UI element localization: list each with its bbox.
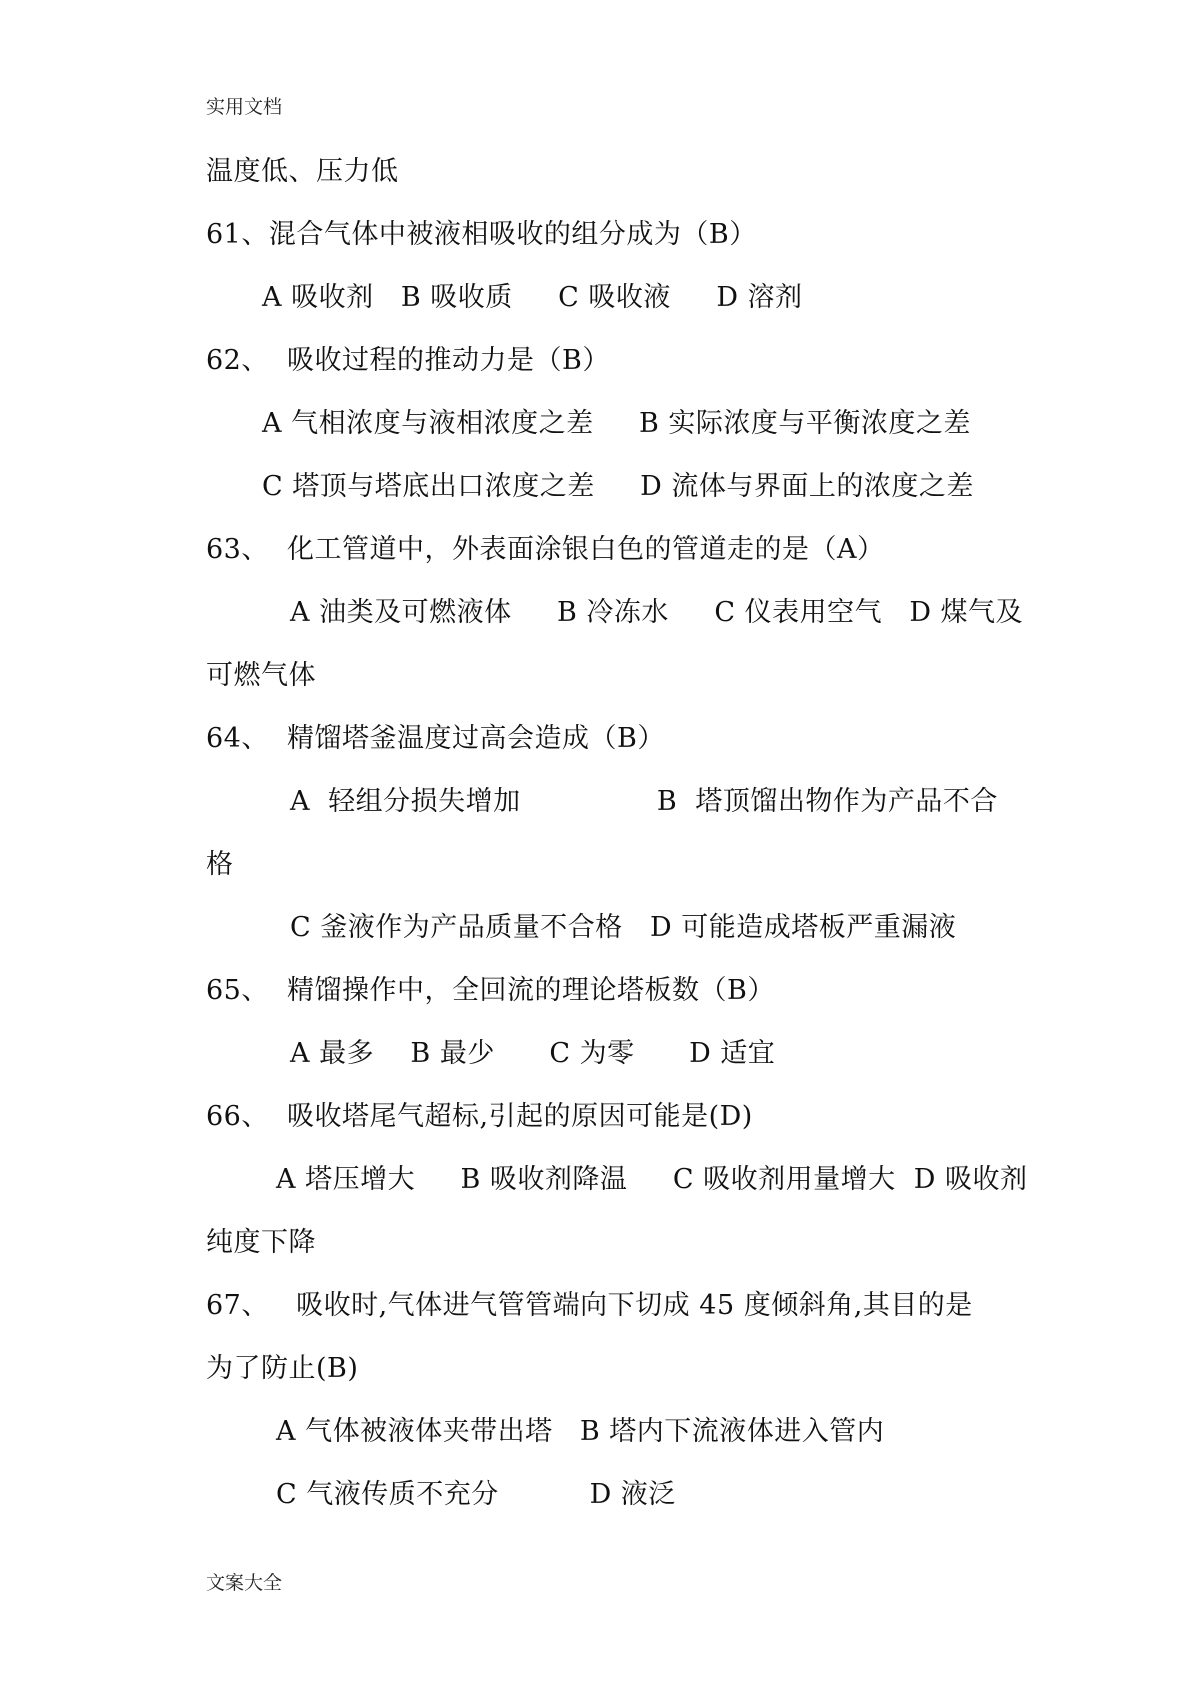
options-66: A 塔压增大 B 吸收剂降温 C 吸收剂用量增大 D 吸收剂 [276,1164,1028,1195]
page-footer: 文案大全 [206,1572,283,1594]
question-61: 61、混合气体中被液相吸收的组分成为（B） [206,219,757,250]
text-line: 温度低、压力低 [206,156,399,187]
question-66: 66、 吸收塔尾气超标,引起的原因可能是(D) [206,1101,753,1132]
options-64-ab: A 轻组分损失增加 B 塔顶馏出物作为产品不合 [290,786,998,817]
question-64: 64、 精馏塔釜温度过高会造成（B） [206,723,665,754]
options-64-ab-continued: 格 [206,849,234,880]
options-64-cd: C 釜液作为产品质量不合格 D 可能造成塔板严重漏液 [290,912,957,943]
options-67-cd: C 气液传质不充分 D 液泛 [276,1479,676,1510]
options-67-ab: A 气体被液体夹带出塔 B 塔内下流液体进入管内 [276,1416,885,1447]
options-63-continued: 可燃气体 [206,660,316,691]
options-65: A 最多 B 最少 C 为零 D 适宜 [290,1038,776,1069]
options-61: A 吸收剂 B 吸收质 C 吸收液 D 溶剂 [262,282,803,313]
question-65: 65、 精馏操作中，全回流的理论塔板数（B） [206,975,775,1006]
options-62-cd: C 塔顶与塔底出口浓度之差 D 流体与界面上的浓度之差 [262,471,974,502]
options-62-ab: A 气相浓度与液相浓度之差 B 实际浓度与平衡浓度之差 [262,408,971,439]
question-63: 63、 化工管道中，外表面涂银白色的管道走的是（A） [206,534,885,565]
question-67-continued: 为了防止(B) [206,1353,359,1384]
page-header: 实用文档 [206,96,283,118]
question-62: 62、 吸收过程的推动力是（B） [206,345,610,376]
question-67: 67、 吸收时,气体进气管管端向下切成 45 度倾斜角,其目的是 [206,1290,973,1321]
options-63: A 油类及可燃液体 B 冷冻水 C 仪表用空气 D 煤气及 [290,597,1024,628]
options-66-continued: 纯度下降 [206,1227,316,1258]
